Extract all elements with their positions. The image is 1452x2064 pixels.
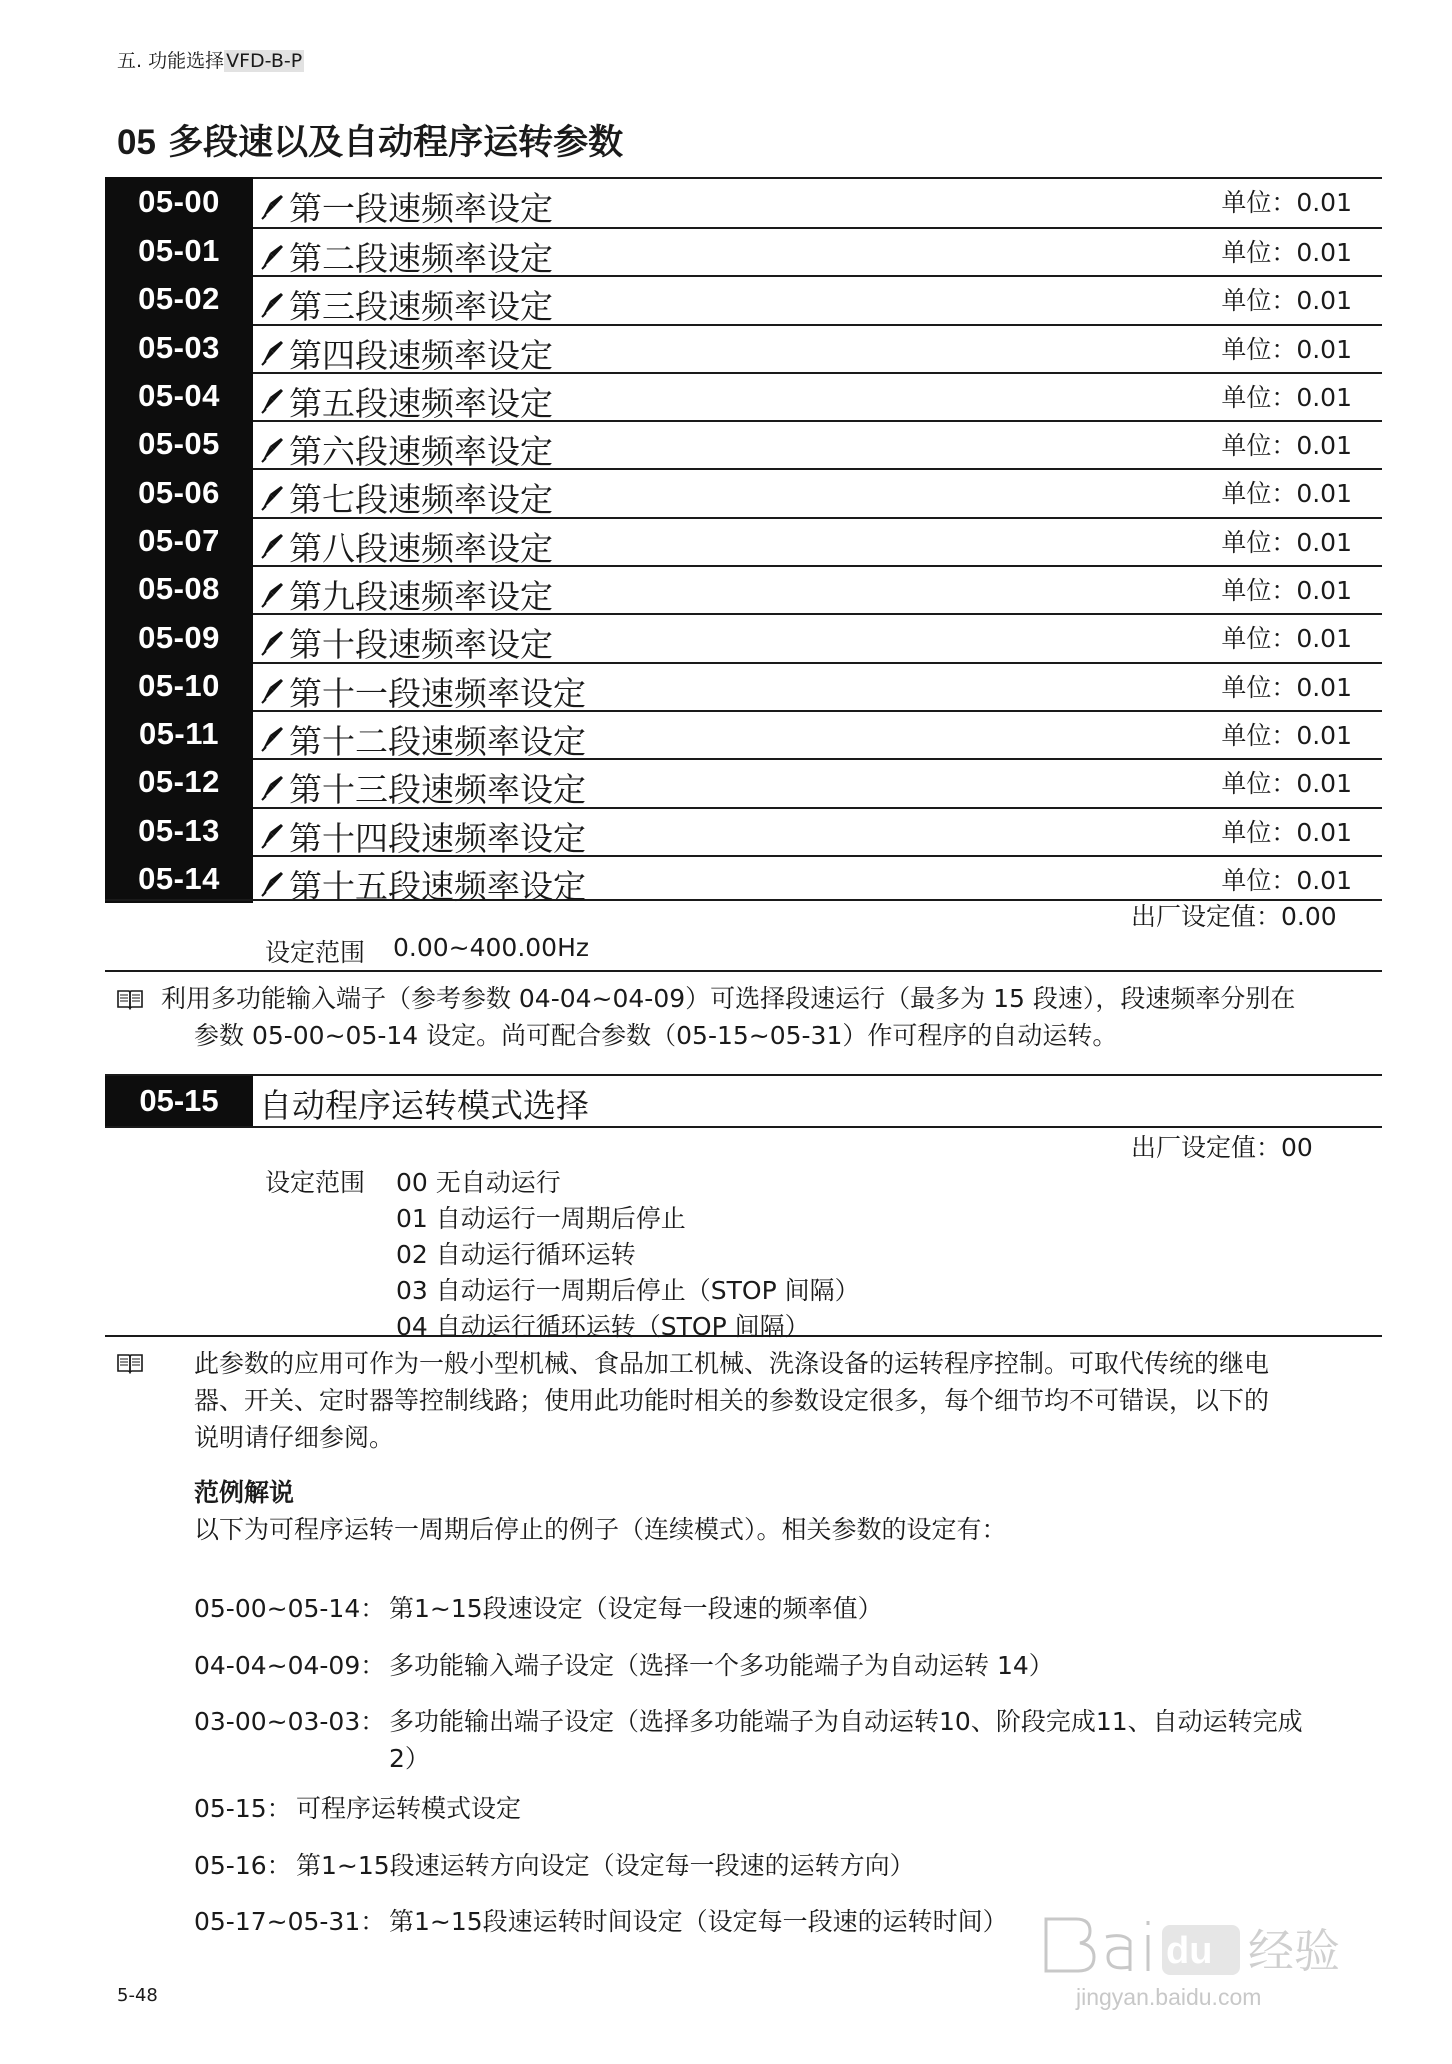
pen-icon [259,435,285,465]
param-row [105,177,1382,227]
pen-icon [259,242,285,272]
chapter-label: 五. 功能选择 [117,50,225,72]
param-body [253,807,1382,858]
param-row [105,372,1382,423]
param-row [105,855,1382,906]
example-item-text: 第1~15段速运转时间设定（设定每一段速的运转时间） [389,1907,1008,1936]
param-title: 第七段速频率设定 [289,480,553,520]
param-code: 05-10 [105,662,253,710]
parameter-table [105,177,1382,906]
param-body [253,758,1382,810]
pen-icon [259,821,285,851]
param-body [253,177,1382,227]
pen-icon [259,192,285,222]
watermark-url: jingyan.baidu.com [1076,1984,1262,2010]
param-code: 05-14 [105,855,253,903]
param-unit: 单位：0.01 [1221,479,1352,509]
pen-icon [259,338,285,368]
example-item-key: 05-00~05-14： [194,1594,386,1623]
param-row [105,758,1382,810]
param-title: 第十五段速频率设定 [289,866,586,906]
param-row [105,710,1382,761]
section-number: 05 [117,123,156,162]
param-code: 05-08 [105,565,253,613]
pen-icon [259,483,285,513]
param-title-wrap [259,183,553,230]
param-unit: 单位：0.01 [1221,865,1352,895]
example-item-key: 05-17~05-31： [194,1907,386,1936]
example-intro: 以下为可程序运转一周期后停止的例子（连续模式）。相关参数的设定有： [194,1515,1007,1544]
param-body [253,855,1382,906]
section-title-text: 多段速以及自动程序运转参数 [168,123,624,163]
param-body [253,324,1382,375]
param-row [105,468,1382,520]
param-unit: 单位：0.01 [1221,334,1352,364]
explain-icon-wrap [117,1352,143,1378]
example-item-key: 05-16： [194,1851,292,1880]
param-body [253,565,1382,617]
param-title-wrap [259,426,553,473]
range-option: 02 自动运行循环运转 [396,1240,636,1269]
param-title: 第二段速频率设定 [289,239,553,278]
param-code: 05-12 [105,758,253,806]
example-item-key: 05-15： [194,1794,292,1823]
param-title-wrap [259,813,586,860]
param-title: 第十一段速频率设定 [289,673,586,713]
example-item-key: 03-00~03-03： [194,1707,386,1736]
param-title-wrap [259,571,553,618]
param-body [253,275,1382,327]
param-title: 第三段速频率设定 [289,287,553,327]
param-body [253,227,1382,278]
example-item-text-cont: 2） [389,1744,430,1773]
note-line-1: 利用多功能输入端子（参考参数 04-04~04-09）可选择段速运行（最多为 15 段速），段速频率分别在 [160,984,1296,1013]
param-title: 第十四段速频率设定 [289,818,586,858]
pen-icon [259,869,285,899]
param-unit: 单位：0.01 [1221,576,1352,606]
example-item-text: 可程序运转模式设定 [296,1794,522,1823]
param-row [105,517,1382,568]
param-code: 05-11 [105,710,253,758]
pen-icon [259,628,285,658]
range-option: 00 无自动运行 [396,1168,561,1197]
param-row [105,662,1382,713]
note-line-2: 参数 05-00~05-14 设定。尚可配合参数（05-15~05-31）作可程序的自动运转。 [194,1021,1118,1050]
param-title: 第一段速频率设定 [289,189,553,228]
param-code: 05-01 [105,227,253,275]
param-title: 第十二段速频率设定 [289,721,586,761]
param-title: 第十段速频率设定 [289,625,553,665]
param-code: 05-06 [105,468,253,516]
pen-icon [259,676,285,706]
param-body [253,613,1382,665]
param-unit: 单位：0.01 [1221,624,1352,654]
svg-text:du: du [1166,1930,1213,1972]
param-unit: 单位：0.01 [1221,672,1352,702]
svg-text:经验: 经验 [1248,1924,1340,1978]
pen-icon [259,290,285,320]
range-label: 设定范围 [265,938,366,967]
param-code: 05-05 [105,420,253,468]
param-unit: 单位：0.01 [1221,431,1352,461]
param-code: 05-03 [105,324,253,372]
param-title-wrap [259,716,586,763]
param-row [105,275,1382,327]
param15-title: 自动程序运转模式选择 [259,1086,589,1125]
param-row [105,227,1382,278]
range-option: 01 自动运行一周期后停止 [396,1204,686,1233]
param-row [105,613,1382,665]
param-code: 05-13 [105,807,253,855]
param-unit: 单位：0.01 [1221,238,1352,267]
param-title-wrap [259,474,553,521]
pen-icon [259,773,285,803]
pen-icon [259,580,285,610]
param-unit: 单位：0.01 [1221,286,1352,316]
param-unit: 单位：0.01 [1221,817,1352,847]
param15-code-box [105,1076,253,1126]
param-title: 第九段速频率设定 [289,577,553,617]
param-unit: 单位：0.01 [1221,720,1352,750]
watermark-logo [1036,1885,1366,2015]
param-title: 第十三段速频率设定 [289,770,586,810]
param-title: 第六段速频率设定 [289,432,553,472]
page-number: 5-48 [117,1985,158,2006]
param-title-wrap [259,764,586,811]
range-option: 03 自动运行一周期后停止（STOP 间隔） [396,1276,860,1305]
param-code: 05-07 [105,517,253,565]
section-title [117,115,623,165]
divider [105,1335,1382,1337]
param-row [105,565,1382,617]
book-icon [117,988,143,1010]
explain-line-3: 说明请仔细参阅。 [194,1423,395,1452]
param-code: 05-04 [105,372,253,420]
pen-icon [259,724,285,754]
param-body [253,468,1382,520]
param-unit: 单位：0.01 [1221,188,1352,217]
param-code: 05-09 [105,613,253,661]
param15-code: 05-15 [139,1083,219,1118]
param-unit: 单位：0.01 [1221,382,1352,412]
example-item-text: 第1~15段速设定（设定每一段速的频率值） [389,1594,883,1623]
example-item-key: 04-04~04-09： [194,1651,386,1680]
param-title-wrap [259,233,553,280]
param-row [105,324,1382,375]
factory-default: 出厂设定值：0.00 [1131,902,1337,931]
param15-top-rule [105,1074,1382,1076]
param-code: 05-00 [105,177,253,227]
explain-line-2: 器、开关、定时器等控制线路；使用此功能时相关的参数设定很多，每个细节均不可错误，以下的 [194,1386,1270,1415]
param-unit: 单位：0.01 [1221,769,1352,799]
param15-range-label: 设定范围 [265,1168,366,1197]
param-title: 第四段速频率设定 [289,335,553,375]
example-title: 范例解说 [194,1478,295,1507]
range-value: 0.00~400.00Hz [393,933,590,962]
param15-factory-default: 出厂设定值：00 [1131,1133,1313,1162]
param-body [253,420,1382,472]
param-title: 第五段速频率设定 [289,383,553,423]
divider [105,970,1382,972]
example-item-text: 第1~15段速运转方向设定（设定每一段速的运转方向） [296,1851,915,1880]
explain-line-1: 此参数的应用可作为一般小型机械、食品加工机械、洗涤设备的运转程序控制。可取代传统的继电 [194,1349,1270,1378]
note-block [117,980,1295,1017]
book-icon [117,1352,143,1374]
page-header [117,46,304,73]
param-title-wrap [259,378,553,425]
param-body [253,662,1382,713]
param-row [105,420,1382,472]
param-title: 第八段速频率设定 [289,528,553,568]
param-title-wrap [259,619,553,666]
example-item-text: 多功能输入端子设定（选择一个多功能端子为自动运转 14） [389,1651,1054,1680]
param-body [253,372,1382,423]
param-body [253,517,1382,568]
param-title-wrap [259,523,553,570]
range-option: 04 自动运行循环运转（STOP 间隔） [396,1312,810,1341]
param-row [105,807,1382,858]
param-unit: 单位：0.01 [1221,527,1352,557]
example-item-text: 多功能输出端子设定（选择多功能端子为自动运转10、阶段完成11、自动运转完成 [389,1707,1303,1736]
pen-icon [259,386,285,416]
param-title-wrap [259,281,553,328]
param-body [253,710,1382,761]
model-label: VFD-B-P [226,50,303,72]
pen-icon [259,531,285,561]
param-title-wrap [259,668,586,715]
param-code: 05-02 [105,275,253,323]
param-title-wrap [259,330,553,377]
